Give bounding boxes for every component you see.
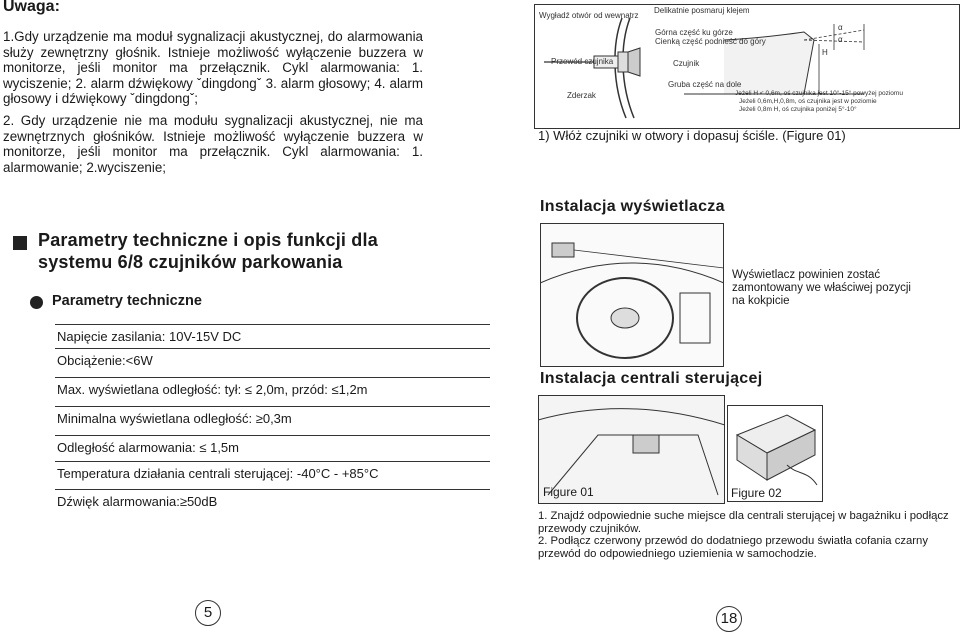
condition-3: Jeżeli 0,8m H, oś czujnika poniżej 5°-10°: [739, 106, 857, 113]
label-smooth-hole: Wygładź otwór od wewnątrz: [539, 11, 639, 20]
condition-2: Jeżeli 0,6m,H,0,8m, oś czujnika jest w poziomie: [739, 98, 877, 105]
control-unit-shape: [633, 435, 659, 453]
label-thick-part: Gruba część na dole: [668, 80, 742, 89]
label-wire: Przewód czujnika: [551, 57, 614, 66]
label-alpha: α: [838, 35, 843, 44]
warning-note-2: 2. Gdy urządzenie nie ma modułu sygnalizacji akustycznej, nie ma zewnętrznych głośników. Istnieje możliwość wyłączenie buzzera w monitorze, jeśli monitor ma przełącznik. Cykl alarmowania: 1. alarmowanie; 2.wyciszenie;: [3, 113, 423, 175]
warning-note-1: 1.Gdy urządzenie ma moduł sygnalizacji akustycznej, do alarmowania służy zewnętrzny głośnik. Istnieje możliwość wyłączenie buzzera w monitorze, jeśli monitor ma przełącznik. Cykl alarmowania: 1. wyciszenie; 2. alarm dźwiękowy ˇdingdongˇ 3. alarm głosowy; 4. alarm głosowy i dźwiękowy ˇdingdongˇ;: [3, 29, 423, 106]
section-bullet-square: [13, 236, 27, 250]
label-glue: Delikatnie posmaruj klejem: [654, 6, 750, 15]
spec-row: [55, 461, 490, 488]
page-number: 18: [720, 610, 738, 627]
section-title: [38, 229, 378, 273]
spec-row: [55, 348, 490, 375]
label-sensor: Czujnik: [673, 59, 700, 68]
spec-row: [55, 377, 490, 404]
page-number-circle: [195, 600, 221, 626]
control-note-2: 2. Podłącz czerwony przewód do dodatniego przewodu światła cofania czarny przewód do odpowiedniego uziemienia w samochodzie.: [538, 535, 928, 560]
control-install-title: Instalacja centrali sterującej: [540, 370, 763, 387]
warning-title: Uwaga:: [3, 0, 60, 15]
label-thin-part: Cienką część podnieść do góry: [655, 37, 766, 46]
spec-text: Max. wyświetlana odległość: tył: ≤ 2,0m, przód: ≤1,2m: [57, 382, 368, 397]
spec-text: Napięcie zasilania: 10V-15V DC: [57, 329, 242, 344]
condition-1: Jeżeli H < 0,6m, oś czujnika jest 10°-15° powyżej poziomu: [735, 90, 903, 97]
dashboard-illustration: [540, 223, 724, 367]
spec-text: Minimalna wyświetlana odległość: ≥0,3m: [57, 411, 292, 426]
label-bumper: Zderzak: [567, 91, 596, 100]
label-alpha: α: [838, 23, 843, 32]
subsection-title: Parametry techniczne: [52, 293, 202, 309]
control-note-1: 1. Znajdź odpowiednie suche miejsce dla centrali sterującej w bagażniku i podłącz przewody czujników.: [538, 510, 949, 535]
spec-row: [55, 406, 490, 433]
spec-text: Obciążenie:<6W: [57, 353, 153, 368]
spec-row: [55, 435, 490, 462]
figure-01-label: Figure 01: [543, 485, 594, 499]
label-top-part: Górna część ku górze: [655, 28, 733, 37]
section-title-line-2: systemu 6/8 czujników parkowania: [38, 252, 343, 272]
section-title-line-1: Parametry techniczne i opis funkcji dla: [38, 230, 378, 250]
spec-row: [55, 324, 490, 351]
spec-text: Dźwięk alarmowania:≥50dB: [57, 494, 218, 509]
display-install-title: Instalacja wyświetlacza: [540, 198, 725, 215]
spec-text: Odległość alarmowania: ≤ 1,5m: [57, 440, 239, 455]
figure-02-label: Figure 02: [731, 486, 782, 500]
page-number-circle: [716, 606, 742, 632]
page-number: 5: [203, 604, 213, 621]
step-1-text: 1) Włóż czujniki w otwory i dopasuj ściśle. (Figure 01): [538, 128, 846, 143]
spec-row: [55, 489, 490, 516]
display-note: Wyświetlacz powinien zostać zamontowany we właściwej pozycji na kokpicie: [732, 269, 911, 307]
spec-text: Temperatura działania centrali sterującej: -40°C - +85°C: [57, 466, 379, 481]
subsection-bullet-dot: [30, 296, 43, 309]
display-unit-shape: [552, 243, 574, 257]
label-h: H: [822, 48, 828, 57]
